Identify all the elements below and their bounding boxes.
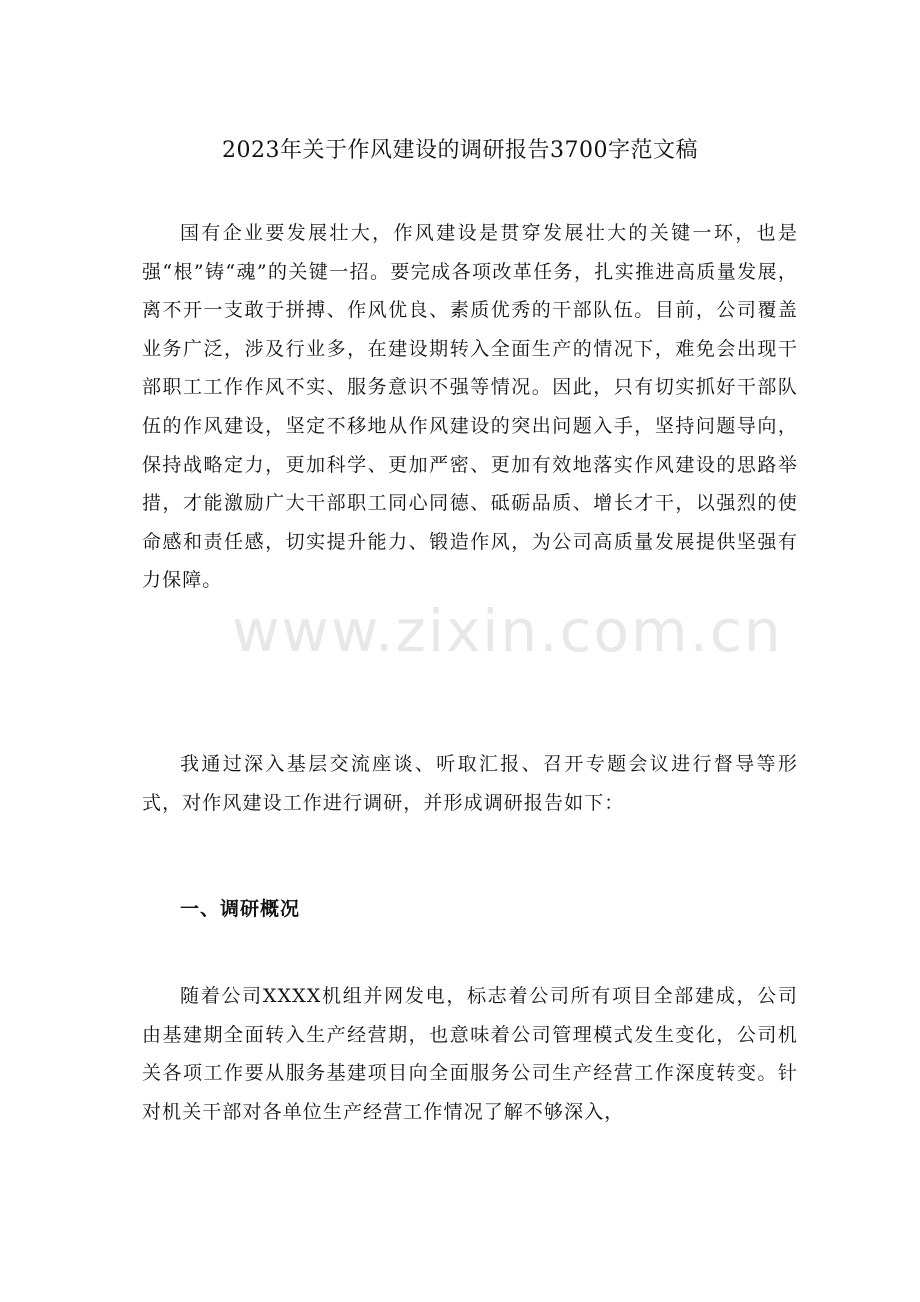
- paragraph-method: 我通过深入基层交流座谈、听取汇报、召开专题会议进行督导等形式，对作风建设工作进行调研，并形成调研报告如下：: [142, 753, 798, 814]
- document-title: 2023年关于作风建设的调研报告3700字范文稿: [222, 137, 698, 163]
- paragraph-intro: 国有企业要发展壮大，作风建设是贯穿发展壮大的关键一环，也是强“根”铸“魂”的关键一招。要完成各项改革任务，扎实推进高质量发展，离不开一支敢于拼搏、作风优良、素质优秀的干部队伍。目前，公司覆盖业务广泛，涉及行业多，在建设期转入全面生产的情况下，难免会出现干部职工工作作风不实、服务意识不强等情况。因此，只有切实抓好干部队伍的作风建设，坚定不移地从作风建设的突出问题入手，坚持问题导向，保持战略定力，更加科学、更加严密、更加有效地落实作风建设的思路举措，才能激励广大干部职工同心同德、砥砺品质、增长才干，以强烈的使命感和责任感，切实提升能力、锻造作风，为公司高质量发展提供坚强有力保障。: [142, 222, 798, 592]
- paragraph-overview: 随着公司XXXX机组并网发电，标志着公司所有项目全部建成，公司由基建期全面转入生产经营期，也意味着公司管理模式发生变化，公司机关各项工作要从服务基建项目向全面服务公司生产经营工作深度转变。针对机关干部对各单位生产经营工作情况了解不够深入，: [142, 985, 798, 1123]
- watermark: www.zixin.com.cn: [232, 597, 783, 665]
- section-heading-overview: 一、调研概况: [180, 898, 301, 920]
